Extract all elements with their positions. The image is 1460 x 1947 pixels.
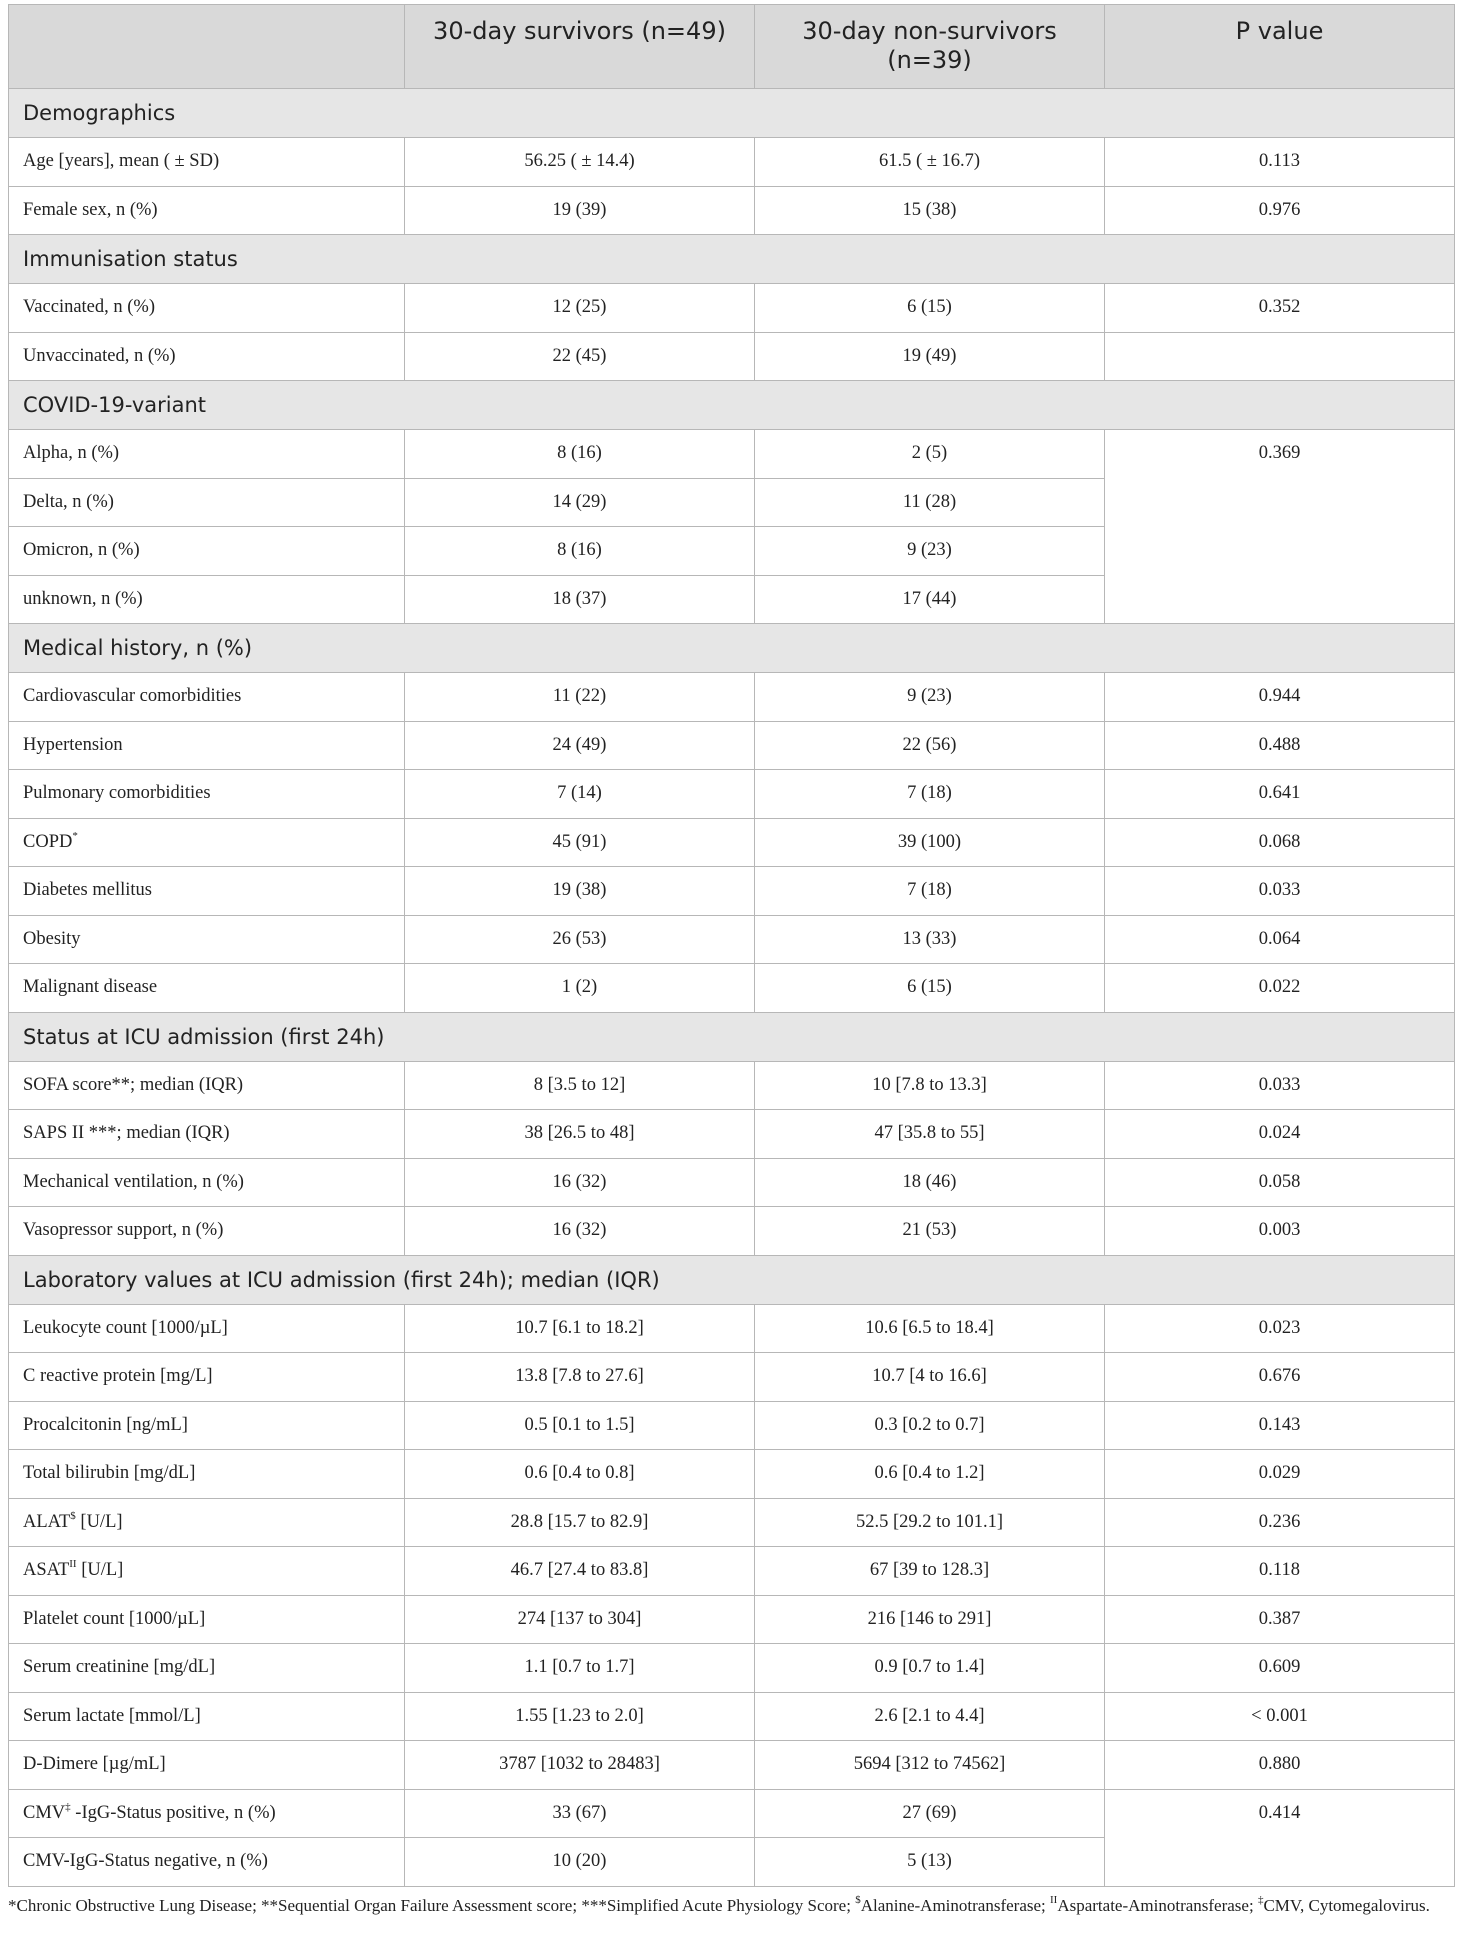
table-row: [9, 1498, 1455, 1547]
footnote-marker: $: [855, 1893, 861, 1906]
section-row: [9, 1255, 1455, 1304]
survivors-cell: 24 (49): [405, 721, 755, 770]
table-footnote: [8, 1893, 1454, 1919]
survivors-cell: 0.5 [0.1 to 1.5]: [405, 1401, 755, 1450]
table-row: [9, 186, 1455, 235]
table-row: [9, 430, 1455, 479]
header-empty: [9, 5, 405, 89]
table-row: [9, 1450, 1455, 1499]
p-value-cell: 0.003: [1105, 1207, 1455, 1256]
row-label-rest: -IgG-Status positive, n (%): [70, 1802, 276, 1823]
survivors-cell: 13.8 [7.8 to 27.6]: [405, 1353, 755, 1402]
table-row: [9, 1692, 1455, 1741]
p-value-cell: 0.609: [1105, 1644, 1455, 1693]
non-survivors-cell: 47 [35.8 to 55]: [755, 1110, 1105, 1159]
table-row: [9, 1110, 1455, 1159]
p-value-cell: 0.641: [1105, 770, 1455, 819]
row-label: Total bilirubin [mg/dL]: [9, 1450, 405, 1499]
table-row: [9, 1644, 1455, 1693]
header-p-value: P value: [1105, 5, 1455, 89]
p-value-cell: 0.068: [1105, 818, 1455, 867]
survivors-cell: 16 (32): [405, 1207, 755, 1256]
p-value-cell: 0.023: [1105, 1304, 1455, 1353]
section-row: [9, 624, 1455, 673]
row-label: SOFA score**; median (IQR): [9, 1061, 405, 1110]
table-row: [9, 673, 1455, 722]
non-survivors-cell: 5694 [312 to 74562]: [755, 1741, 1105, 1790]
p-value-cell: 0.488: [1105, 721, 1455, 770]
non-survivors-cell: 52.5 [29.2 to 101.1]: [755, 1498, 1105, 1547]
header-non-survivors: [755, 5, 1105, 89]
row-label: [9, 1789, 405, 1838]
p-value-cell: 0.414: [1105, 1789, 1455, 1886]
table-header-row: [9, 5, 1455, 89]
table-row: [9, 1304, 1455, 1353]
row-label: D-Dimere [µg/mL]: [9, 1741, 405, 1790]
section-row: [9, 381, 1455, 430]
survivors-cell: 26 (53): [405, 915, 755, 964]
row-label-unit: [U/L]: [75, 1511, 123, 1532]
survivors-cell: 1.1 [0.7 to 1.7]: [405, 1644, 755, 1693]
p-value-cell: 0.064: [1105, 915, 1455, 964]
p-value-cell: 0.029: [1105, 1450, 1455, 1499]
p-value-cell: 0.033: [1105, 867, 1455, 916]
footnote-marker: ‡: [1257, 1893, 1264, 1906]
table-row: [9, 721, 1455, 770]
non-survivors-cell: 61.5 ( ± 16.7): [755, 138, 1105, 187]
non-survivors-cell: 2.6 [2.1 to 4.4]: [755, 1692, 1105, 1741]
non-survivors-cell: 21 (53): [755, 1207, 1105, 1256]
p-value-cell: [1105, 332, 1455, 381]
section-title: COVID-19-variant: [9, 381, 1455, 430]
row-label: Leukocyte count [1000/µL]: [9, 1304, 405, 1353]
table-row: [9, 867, 1455, 916]
table-row: [9, 1547, 1455, 1596]
survivors-cell: 1 (2): [405, 964, 755, 1013]
survivors-cell: 274 [137 to 304]: [405, 1595, 755, 1644]
row-label: Platelet count [1000/µL]: [9, 1595, 405, 1644]
footnote-marker: II: [69, 1558, 77, 1571]
section-row: [9, 89, 1455, 138]
row-label: Delta, n (%): [9, 478, 405, 527]
table-row: [9, 1353, 1455, 1402]
row-label: [9, 1498, 405, 1547]
survivors-cell: 7 (14): [405, 770, 755, 819]
row-label: Vaccinated, n (%): [9, 284, 405, 333]
survivors-cell: 12 (25): [405, 284, 755, 333]
survivors-cell: 3787 [1032 to 28483]: [405, 1741, 755, 1790]
row-label: Female sex, n (%): [9, 186, 405, 235]
row-label: Malignant disease: [9, 964, 405, 1013]
table-row: [9, 818, 1455, 867]
footnote-marker: ‡: [65, 1800, 71, 1813]
footnote-abbrev-3: Aspartate-Aminotransferase;: [1057, 1895, 1258, 1915]
non-survivors-cell: 2 (5): [755, 430, 1105, 479]
header-non-survivors-line1: 30-day non-survivors: [802, 17, 1057, 45]
survivors-cell: 10.7 [6.1 to 18.2]: [405, 1304, 755, 1353]
table-row: [9, 138, 1455, 187]
table-wrapper: [8, 4, 1454, 1919]
row-label: Age [years], mean ( ± SD): [9, 138, 405, 187]
row-label: Obesity: [9, 915, 405, 964]
row-label-unit: [U/L]: [76, 1560, 124, 1581]
p-value-cell: 0.387: [1105, 1595, 1455, 1644]
row-label: SAPS II ***; median (IQR): [9, 1110, 405, 1159]
survivors-cell: 19 (39): [405, 186, 755, 235]
section-title: Immunisation status: [9, 235, 1455, 284]
row-label-text: CMV: [23, 1802, 66, 1823]
non-survivors-cell: 6 (15): [755, 964, 1105, 1013]
non-survivors-cell: 9 (23): [755, 527, 1105, 576]
row-label: Alpha, n (%): [9, 430, 405, 479]
p-value-cell: < 0.001: [1105, 1692, 1455, 1741]
non-survivors-cell: 9 (23): [755, 673, 1105, 722]
section-title: Demographics: [9, 89, 1455, 138]
survivors-cell: 1.55 [1.23 to 2.0]: [405, 1692, 755, 1741]
survivors-cell: 45 (91): [405, 818, 755, 867]
table-row: [9, 1789, 1455, 1838]
non-survivors-cell: 6 (15): [755, 284, 1105, 333]
survivors-cell: 11 (22): [405, 673, 755, 722]
row-label: [9, 1547, 405, 1596]
p-value-cell: 0.369: [1105, 430, 1455, 624]
non-survivors-cell: 67 [39 to 128.3]: [755, 1547, 1105, 1596]
non-survivors-cell: 27 (69): [755, 1789, 1105, 1838]
survivors-cell: 28.8 [15.7 to 82.9]: [405, 1498, 755, 1547]
non-survivors-cell: 10.7 [4 to 16.6]: [755, 1353, 1105, 1402]
p-value-cell: 0.022: [1105, 964, 1455, 1013]
non-survivors-cell: 22 (56): [755, 721, 1105, 770]
row-label: Pulmonary comorbidities: [9, 770, 405, 819]
footnote-abbrev-2: Alanine-Aminotransferase;: [860, 1895, 1050, 1915]
p-value-cell: 0.944: [1105, 673, 1455, 722]
row-label: Cardiovascular comorbidities: [9, 673, 405, 722]
survivors-cell: 8 (16): [405, 527, 755, 576]
non-survivors-cell: 7 (18): [755, 867, 1105, 916]
section-row: [9, 235, 1455, 284]
survivors-cell: 8 [3.5 to 12]: [405, 1061, 755, 1110]
row-label: Hypertension: [9, 721, 405, 770]
survivors-cell: 38 [26.5 to 48]: [405, 1110, 755, 1159]
non-survivors-cell: 19 (49): [755, 332, 1105, 381]
row-label: Procalcitonin [ng/mL]: [9, 1401, 405, 1450]
non-survivors-cell: 216 [146 to 291]: [755, 1595, 1105, 1644]
table-row: [9, 1061, 1455, 1110]
non-survivors-cell: 0.3 [0.2 to 0.7]: [755, 1401, 1105, 1450]
survivors-cell: 8 (16): [405, 430, 755, 479]
non-survivors-cell: 11 (28): [755, 478, 1105, 527]
header-non-survivors-line2: (n=39): [887, 46, 972, 74]
table-row: [9, 284, 1455, 333]
p-value-cell: 0.024: [1105, 1110, 1455, 1159]
survivors-cell: 19 (38): [405, 867, 755, 916]
non-survivors-cell: 7 (18): [755, 770, 1105, 819]
row-label: unknown, n (%): [9, 575, 405, 624]
row-label: Serum lactate [mmol/L]: [9, 1692, 405, 1741]
non-survivors-cell: 0.6 [0.4 to 1.2]: [755, 1450, 1105, 1499]
row-label: Serum creatinine [mg/dL]: [9, 1644, 405, 1693]
survivors-cell: 56.25 ( ± 14.4): [405, 138, 755, 187]
survivors-cell: 33 (67): [405, 1789, 755, 1838]
row-label: C reactive protein [mg/L]: [9, 1353, 405, 1402]
non-survivors-cell: 5 (13): [755, 1838, 1105, 1887]
p-value-cell: 0.058: [1105, 1158, 1455, 1207]
p-value-cell: 0.976: [1105, 186, 1455, 235]
p-value-cell: 0.118: [1105, 1547, 1455, 1596]
survivors-cell: 18 (37): [405, 575, 755, 624]
p-value-cell: 0.880: [1105, 1741, 1455, 1790]
p-value-cell: 0.113: [1105, 138, 1455, 187]
row-label: Unvaccinated, n (%): [9, 332, 405, 381]
non-survivors-cell: 0.9 [0.7 to 1.4]: [755, 1644, 1105, 1693]
section-title: Status at ICU admission (first 24h): [9, 1012, 1455, 1061]
survivors-cell: 0.6 [0.4 to 0.8]: [405, 1450, 755, 1499]
section-title: Laboratory values at ICU admission (first 24h); median (IQR): [9, 1255, 1455, 1304]
survivors-cell: 14 (29): [405, 478, 755, 527]
survivors-cell: 16 (32): [405, 1158, 755, 1207]
p-value-cell: 0.033: [1105, 1061, 1455, 1110]
table-row: [9, 770, 1455, 819]
row-label: Omicron, n (%): [9, 527, 405, 576]
row-label: Diabetes mellitus: [9, 867, 405, 916]
p-value-cell: 0.143: [1105, 1401, 1455, 1450]
table-row: [9, 1741, 1455, 1790]
survivors-cell: 46.7 [27.4 to 83.8]: [405, 1547, 755, 1596]
non-survivors-cell: 18 (46): [755, 1158, 1105, 1207]
table-row: [9, 1401, 1455, 1450]
table-row: [9, 332, 1455, 381]
non-survivors-cell: 17 (44): [755, 575, 1105, 624]
non-survivors-cell: 39 (100): [755, 818, 1105, 867]
row-label-text: ASAT: [23, 1560, 70, 1581]
row-label: CMV-IgG-Status negative, n (%): [9, 1838, 405, 1887]
survivors-cell: 22 (45): [405, 332, 755, 381]
non-survivors-cell: 10.6 [6.5 to 18.4]: [755, 1304, 1105, 1353]
p-value-cell: 0.236: [1105, 1498, 1455, 1547]
row-label-text: ALAT: [23, 1511, 71, 1532]
row-label: Mechanical ventilation, n (%): [9, 1158, 405, 1207]
row-label-text: COPD: [23, 831, 73, 852]
row-label: Vasopressor support, n (%): [9, 1207, 405, 1256]
table-row: [9, 1158, 1455, 1207]
p-value-cell: 0.676: [1105, 1353, 1455, 1402]
footnote-abbrev-1: *Chronic Obstructive Lung Disease; **Sequential Organ Failure Assessment score; ***Simplified Acute Physiology Score;: [8, 1895, 856, 1915]
footnote-marker: $: [70, 1509, 76, 1522]
footnote-marker: *: [72, 829, 78, 842]
non-survivors-cell: 13 (33): [755, 915, 1105, 964]
section-row: [9, 1012, 1455, 1061]
header-survivors: 30-day survivors (n=49): [405, 5, 755, 89]
survivors-cell: 10 (20): [405, 1838, 755, 1887]
footnote-marker: II: [1050, 1893, 1058, 1906]
row-label: [9, 818, 405, 867]
table-row: [9, 964, 1455, 1013]
p-value-cell: 0.352: [1105, 284, 1455, 333]
non-survivors-cell: 10 [7.8 to 13.3]: [755, 1061, 1105, 1110]
table-row: [9, 915, 1455, 964]
baseline-characteristics-table: [8, 4, 1455, 1887]
table-row: [9, 1595, 1455, 1644]
section-title: Medical history, n (%): [9, 624, 1455, 673]
non-survivors-cell: 15 (38): [755, 186, 1105, 235]
table-row: [9, 1207, 1455, 1256]
footnote-abbrev-4: CMV, Cytomegalovirus.: [1263, 1895, 1430, 1915]
